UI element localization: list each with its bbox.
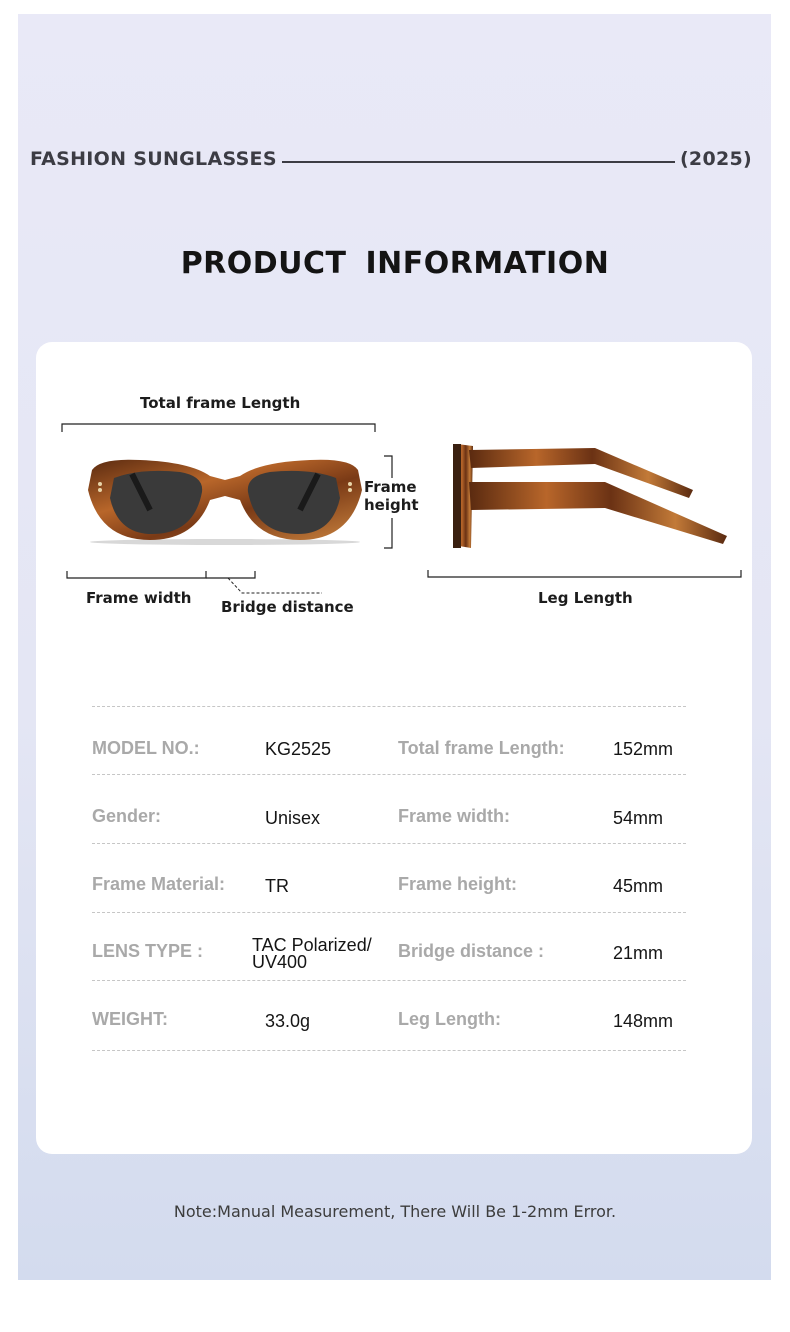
spec-value-total-length: 152mm	[613, 739, 674, 759]
table-divider	[92, 843, 686, 844]
leg-length-label: Leg Length	[538, 589, 633, 607]
spec-value-model: KG2525	[265, 739, 332, 759]
spec-label-material: Frame Material:	[92, 874, 226, 894]
header-divider	[282, 161, 675, 163]
spec-label-gender: Gender:	[92, 806, 162, 826]
spec-value-weight: 33.0g	[265, 1011, 311, 1031]
spec-value-leg-length: 148mm	[613, 1011, 674, 1031]
page-title: PRODUCT INFORMATION	[180, 246, 610, 281]
spec-label-frame-height: Frame height:	[398, 874, 518, 894]
total-frame-length-label: Total frame Length	[140, 394, 301, 412]
spec-value-frame-height: 45mm	[613, 876, 664, 896]
spec-value-gender: Unisex	[265, 808, 321, 828]
spec-value-frame-width: 54mm	[613, 808, 664, 828]
spec-label-model: MODEL NO.:	[92, 738, 200, 758]
spec-value-bridge: 21mm	[613, 943, 664, 963]
spec-label-lens-type: LENS TYPE :	[92, 941, 204, 961]
header-year: (2025)	[679, 148, 752, 170]
spec-value-lens-type: TAC Polarized/ UV400	[252, 935, 372, 972]
spec-label-bridge: Bridge distance :	[398, 941, 545, 961]
spec-value-material: TR	[265, 876, 289, 896]
spec-label-total-length: Total frame Length:	[398, 738, 565, 758]
frame-width-label: Frame width	[86, 589, 192, 607]
spec-label-frame-width: Frame width:	[398, 806, 511, 826]
bridge-distance-label: Bridge distance	[221, 598, 354, 616]
table-divider	[92, 1050, 686, 1051]
frame-height-label: Frame height	[364, 478, 419, 514]
sunglasses-front-image	[80, 450, 370, 550]
spec-label-leg-length: Leg Length:	[398, 1009, 501, 1029]
table-divider	[92, 980, 686, 981]
measurement-note: Note:Manual Measurement, There Will Be 1-2mm Error.	[173, 1202, 617, 1221]
table-divider	[92, 774, 686, 775]
spec-label-weight: WEIGHT:	[92, 1009, 168, 1029]
sunglasses-side-image	[445, 438, 735, 558]
table-divider	[92, 912, 686, 913]
table-divider	[92, 706, 686, 707]
header-brand: FASHION SUNGLASSES	[30, 148, 277, 170]
